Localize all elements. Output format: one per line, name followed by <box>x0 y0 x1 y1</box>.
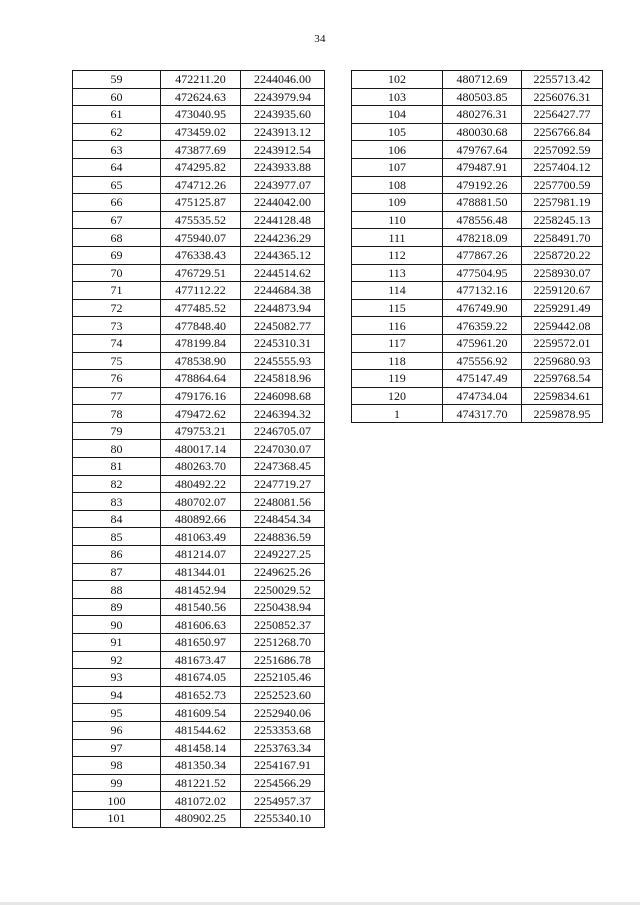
table-row <box>73 71 325 89</box>
y-coordinate-cell: 2259120.67 <box>522 282 603 300</box>
y-coordinate-cell: 2250852.37 <box>241 616 325 634</box>
table-row <box>73 528 325 546</box>
x-coordinate-cell: 474712.26 <box>161 176 241 194</box>
point-number-cell: 117 <box>352 334 443 352</box>
y-coordinate-cell: 2248836.59 <box>241 528 325 546</box>
point-number-cell: 100 <box>73 792 161 810</box>
point-number-cell: 66 <box>73 194 161 212</box>
x-coordinate-cell: 478864.64 <box>161 370 241 388</box>
table-row <box>73 546 325 564</box>
table-row <box>73 475 325 493</box>
x-coordinate-cell: 476749.90 <box>443 299 522 317</box>
y-coordinate-cell: 2248081.56 <box>241 493 325 511</box>
point-number-cell: 109 <box>352 194 443 212</box>
y-coordinate-cell: 2243979.94 <box>241 88 325 106</box>
point-number-cell: 62 <box>73 123 161 141</box>
x-coordinate-cell: 481072.02 <box>161 792 241 810</box>
x-coordinate-cell: 474317.70 <box>443 405 522 423</box>
table-row <box>73 563 325 581</box>
x-coordinate-cell: 474734.04 <box>443 387 522 405</box>
point-number-cell: 108 <box>352 176 443 194</box>
table-row <box>352 123 603 141</box>
x-coordinate-cell: 481544.62 <box>161 721 241 739</box>
point-number-cell: 112 <box>352 246 443 264</box>
y-coordinate-cell: 2245818.96 <box>241 370 325 388</box>
point-number-cell: 111 <box>352 229 443 247</box>
x-coordinate-cell: 475961.20 <box>443 334 522 352</box>
table-row <box>73 634 325 652</box>
table-row <box>73 422 325 440</box>
table-row <box>73 792 325 810</box>
point-number-cell: 106 <box>352 141 443 159</box>
table-row <box>352 211 603 229</box>
x-coordinate-cell: 477112.22 <box>161 282 241 300</box>
y-coordinate-cell: 2253763.34 <box>241 739 325 757</box>
y-coordinate-cell: 2256427.77 <box>522 106 603 124</box>
point-number-cell: 91 <box>73 634 161 652</box>
point-number-cell: 107 <box>352 158 443 176</box>
y-coordinate-cell: 2257981.19 <box>522 194 603 212</box>
table-row <box>352 106 603 124</box>
point-number-cell: 65 <box>73 176 161 194</box>
table-row <box>73 229 325 247</box>
x-coordinate-cell: 478218.09 <box>443 229 522 247</box>
y-coordinate-cell: 2249227.25 <box>241 546 325 564</box>
coordinates-table-left <box>72 70 325 828</box>
y-coordinate-cell: 2259572.01 <box>522 334 603 352</box>
point-number-cell: 102 <box>352 71 443 89</box>
x-coordinate-cell: 481344.01 <box>161 563 241 581</box>
x-coordinate-cell: 477848.40 <box>161 317 241 335</box>
x-coordinate-cell: 475556.92 <box>443 352 522 370</box>
y-coordinate-cell: 2259291.49 <box>522 299 603 317</box>
x-coordinate-cell: 473459.02 <box>161 123 241 141</box>
table-row <box>73 458 325 476</box>
x-coordinate-cell: 477504.95 <box>443 264 522 282</box>
table-row <box>73 88 325 106</box>
y-coordinate-cell: 2245082.77 <box>241 317 325 335</box>
y-coordinate-cell: 2251686.78 <box>241 651 325 669</box>
x-coordinate-cell: 480030.68 <box>443 123 522 141</box>
point-number-cell: 120 <box>352 387 443 405</box>
table-row <box>73 264 325 282</box>
table-row <box>352 194 603 212</box>
point-number-cell: 64 <box>73 158 161 176</box>
table-row <box>73 686 325 704</box>
point-number-cell: 70 <box>73 264 161 282</box>
y-coordinate-cell: 2250438.94 <box>241 598 325 616</box>
y-coordinate-cell: 2258245.13 <box>522 211 603 229</box>
x-coordinate-cell: 480902.25 <box>161 809 241 827</box>
page-number: 34 <box>314 33 326 45</box>
point-number-cell: 79 <box>73 422 161 440</box>
point-number-cell: 63 <box>73 141 161 159</box>
y-coordinate-cell: 2258720.22 <box>522 246 603 264</box>
table-row <box>73 387 325 405</box>
x-coordinate-cell: 479176.16 <box>161 387 241 405</box>
table-row <box>73 194 325 212</box>
point-number-cell: 114 <box>352 282 443 300</box>
point-number-cell: 88 <box>73 581 161 599</box>
y-coordinate-cell: 2250029.52 <box>241 581 325 599</box>
x-coordinate-cell: 478538.90 <box>161 352 241 370</box>
x-coordinate-cell: 479753.21 <box>161 422 241 440</box>
table-row <box>73 493 325 511</box>
y-coordinate-cell: 2252523.60 <box>241 686 325 704</box>
x-coordinate-cell: 480712.69 <box>443 71 522 89</box>
table-row <box>352 352 603 370</box>
table-row <box>73 757 325 775</box>
point-number-cell: 93 <box>73 669 161 687</box>
table-row <box>73 299 325 317</box>
x-coordinate-cell: 475535.52 <box>161 211 241 229</box>
x-coordinate-cell: 481650.97 <box>161 634 241 652</box>
x-coordinate-cell: 475125.87 <box>161 194 241 212</box>
x-coordinate-cell: 481221.52 <box>161 774 241 792</box>
table-row <box>73 106 325 124</box>
y-coordinate-cell: 2246394.32 <box>241 405 325 423</box>
point-number-cell: 101 <box>73 809 161 827</box>
y-coordinate-cell: 2254957.37 <box>241 792 325 810</box>
x-coordinate-cell: 472624.63 <box>161 88 241 106</box>
table-row <box>73 774 325 792</box>
y-coordinate-cell: 2243977.07 <box>241 176 325 194</box>
x-coordinate-cell: 480503.85 <box>443 88 522 106</box>
table-row <box>352 246 603 264</box>
table-row <box>352 88 603 106</box>
y-coordinate-cell: 2259878.95 <box>522 405 603 423</box>
point-number-cell: 87 <box>73 563 161 581</box>
table-row <box>73 809 325 827</box>
point-number-cell: 103 <box>352 88 443 106</box>
x-coordinate-cell: 481673.47 <box>161 651 241 669</box>
point-number-cell: 68 <box>73 229 161 247</box>
point-number-cell: 78 <box>73 405 161 423</box>
y-coordinate-cell: 2258491.70 <box>522 229 603 247</box>
table-row <box>73 510 325 528</box>
table-row <box>352 282 603 300</box>
point-number-cell: 116 <box>352 317 443 335</box>
x-coordinate-cell: 481652.73 <box>161 686 241 704</box>
x-coordinate-cell: 480263.70 <box>161 458 241 476</box>
y-coordinate-cell: 2246705.07 <box>241 422 325 440</box>
table-row <box>352 141 603 159</box>
y-coordinate-cell: 2244046.00 <box>241 71 325 89</box>
point-number-cell: 105 <box>352 123 443 141</box>
table-row <box>73 334 325 352</box>
x-coordinate-cell: 478556.48 <box>443 211 522 229</box>
table-row <box>73 616 325 634</box>
point-number-cell: 75 <box>73 352 161 370</box>
point-number-cell: 61 <box>73 106 161 124</box>
y-coordinate-cell: 2243935.60 <box>241 106 325 124</box>
table-row <box>73 141 325 159</box>
table-row <box>352 176 603 194</box>
table-row <box>73 123 325 141</box>
x-coordinate-cell: 476729.51 <box>161 264 241 282</box>
x-coordinate-cell: 478199.84 <box>161 334 241 352</box>
x-coordinate-cell: 481214.07 <box>161 546 241 564</box>
x-coordinate-cell: 477485.52 <box>161 299 241 317</box>
table-row <box>73 370 325 388</box>
x-coordinate-cell: 480017.14 <box>161 440 241 458</box>
table-row <box>352 158 603 176</box>
y-coordinate-cell: 2244873.94 <box>241 299 325 317</box>
point-number-cell: 60 <box>73 88 161 106</box>
y-coordinate-cell: 2256766.84 <box>522 123 603 141</box>
y-coordinate-cell: 2252940.06 <box>241 704 325 722</box>
y-coordinate-cell: 2259834.61 <box>522 387 603 405</box>
y-coordinate-cell: 2253353.68 <box>241 721 325 739</box>
x-coordinate-cell: 481674.05 <box>161 669 241 687</box>
point-number-cell: 86 <box>73 546 161 564</box>
point-number-cell: 104 <box>352 106 443 124</box>
point-number-cell: 94 <box>73 686 161 704</box>
y-coordinate-cell: 2246098.68 <box>241 387 325 405</box>
point-number-cell: 98 <box>73 757 161 775</box>
y-coordinate-cell: 2243913.12 <box>241 123 325 141</box>
point-number-cell: 113 <box>352 264 443 282</box>
point-number-cell: 115 <box>352 299 443 317</box>
table-row <box>352 387 603 405</box>
x-coordinate-cell: 480892.66 <box>161 510 241 528</box>
point-number-cell: 80 <box>73 440 161 458</box>
table-row <box>352 405 603 423</box>
point-number-cell: 71 <box>73 282 161 300</box>
y-coordinate-cell: 2244365.12 <box>241 246 325 264</box>
point-number-cell: 110 <box>352 211 443 229</box>
y-coordinate-cell: 2255713.42 <box>522 71 603 89</box>
point-number-cell: 67 <box>73 211 161 229</box>
table-row <box>73 282 325 300</box>
y-coordinate-cell: 2251268.70 <box>241 634 325 652</box>
point-number-cell: 89 <box>73 598 161 616</box>
table-row <box>352 299 603 317</box>
point-number-cell: 59 <box>73 71 161 89</box>
table-row <box>73 721 325 739</box>
x-coordinate-cell: 480276.31 <box>443 106 522 124</box>
x-coordinate-cell: 475147.49 <box>443 370 522 388</box>
table-row <box>73 246 325 264</box>
table-row <box>73 440 325 458</box>
x-coordinate-cell: 477867.26 <box>443 246 522 264</box>
y-coordinate-cell: 2247368.45 <box>241 458 325 476</box>
point-number-cell: 73 <box>73 317 161 335</box>
table-row <box>352 370 603 388</box>
x-coordinate-cell: 473040.95 <box>161 106 241 124</box>
table-row <box>73 405 325 423</box>
y-coordinate-cell: 2252105.46 <box>241 669 325 687</box>
x-coordinate-cell: 477132.16 <box>443 282 522 300</box>
point-number-cell: 1 <box>352 405 443 423</box>
y-coordinate-cell: 2247719.27 <box>241 475 325 493</box>
y-coordinate-cell: 2243912.54 <box>241 141 325 159</box>
table-row <box>73 598 325 616</box>
table-row <box>352 71 603 89</box>
point-number-cell: 118 <box>352 352 443 370</box>
x-coordinate-cell: 479487.91 <box>443 158 522 176</box>
table-row <box>73 176 325 194</box>
y-coordinate-cell: 2244236.29 <box>241 229 325 247</box>
y-coordinate-cell: 2257700.59 <box>522 176 603 194</box>
point-number-cell: 85 <box>73 528 161 546</box>
x-coordinate-cell: 472211.20 <box>161 71 241 89</box>
point-number-cell: 84 <box>73 510 161 528</box>
y-coordinate-cell: 2248454.34 <box>241 510 325 528</box>
y-coordinate-cell: 2257404.12 <box>522 158 603 176</box>
y-coordinate-cell: 2254167.91 <box>241 757 325 775</box>
x-coordinate-cell: 476359.22 <box>443 317 522 335</box>
table-row <box>73 352 325 370</box>
point-number-cell: 96 <box>73 721 161 739</box>
x-coordinate-cell: 481540.56 <box>161 598 241 616</box>
table-row <box>352 229 603 247</box>
x-coordinate-cell: 481063.49 <box>161 528 241 546</box>
point-number-cell: 74 <box>73 334 161 352</box>
y-coordinate-cell: 2254566.29 <box>241 774 325 792</box>
point-number-cell: 77 <box>73 387 161 405</box>
y-coordinate-cell: 2243933.88 <box>241 158 325 176</box>
y-coordinate-cell: 2245310.31 <box>241 334 325 352</box>
x-coordinate-cell: 481606.63 <box>161 616 241 634</box>
x-coordinate-cell: 479767.64 <box>443 141 522 159</box>
point-number-cell: 81 <box>73 458 161 476</box>
y-coordinate-cell: 2244684.38 <box>241 282 325 300</box>
x-coordinate-cell: 479192.26 <box>443 176 522 194</box>
point-number-cell: 72 <box>73 299 161 317</box>
point-number-cell: 97 <box>73 739 161 757</box>
point-number-cell: 83 <box>73 493 161 511</box>
y-coordinate-cell: 2259680.93 <box>522 352 603 370</box>
point-number-cell: 69 <box>73 246 161 264</box>
y-coordinate-cell: 2256076.31 <box>522 88 603 106</box>
point-number-cell: 82 <box>73 475 161 493</box>
point-number-cell: 92 <box>73 651 161 669</box>
table-row <box>73 704 325 722</box>
x-coordinate-cell: 481609.54 <box>161 704 241 722</box>
x-coordinate-cell: 473877.69 <box>161 141 241 159</box>
point-number-cell: 90 <box>73 616 161 634</box>
table-row <box>73 581 325 599</box>
table-row <box>73 651 325 669</box>
y-coordinate-cell: 2259442.08 <box>522 317 603 335</box>
y-coordinate-cell: 2244128.48 <box>241 211 325 229</box>
coordinates-table-right <box>351 70 603 423</box>
x-coordinate-cell: 475940.07 <box>161 229 241 247</box>
point-number-cell: 76 <box>73 370 161 388</box>
y-coordinate-cell: 2257092.59 <box>522 141 603 159</box>
y-coordinate-cell: 2259768.54 <box>522 370 603 388</box>
x-coordinate-cell: 481452.94 <box>161 581 241 599</box>
table-row <box>73 317 325 335</box>
x-coordinate-cell: 478881.50 <box>443 194 522 212</box>
table-row <box>352 334 603 352</box>
y-coordinate-cell: 2245555.93 <box>241 352 325 370</box>
x-coordinate-cell: 481350.34 <box>161 757 241 775</box>
x-coordinate-cell: 481458.14 <box>161 739 241 757</box>
y-coordinate-cell: 2244514.62 <box>241 264 325 282</box>
point-number-cell: 95 <box>73 704 161 722</box>
y-coordinate-cell: 2249625.26 <box>241 563 325 581</box>
x-coordinate-cell: 476338.43 <box>161 246 241 264</box>
x-coordinate-cell: 480702.07 <box>161 493 241 511</box>
table-row <box>73 739 325 757</box>
point-number-cell: 99 <box>73 774 161 792</box>
table-row <box>352 317 603 335</box>
table-row <box>352 264 603 282</box>
y-coordinate-cell: 2258930.07 <box>522 264 603 282</box>
x-coordinate-cell: 480492.22 <box>161 475 241 493</box>
y-coordinate-cell: 2247030.07 <box>241 440 325 458</box>
y-coordinate-cell: 2255340.10 <box>241 809 325 827</box>
y-coordinate-cell: 2244042.00 <box>241 194 325 212</box>
x-coordinate-cell: 474295.82 <box>161 158 241 176</box>
table-row <box>73 211 325 229</box>
x-coordinate-cell: 479472.62 <box>161 405 241 423</box>
table-row <box>73 669 325 687</box>
point-number-cell: 119 <box>352 370 443 388</box>
table-row <box>73 158 325 176</box>
